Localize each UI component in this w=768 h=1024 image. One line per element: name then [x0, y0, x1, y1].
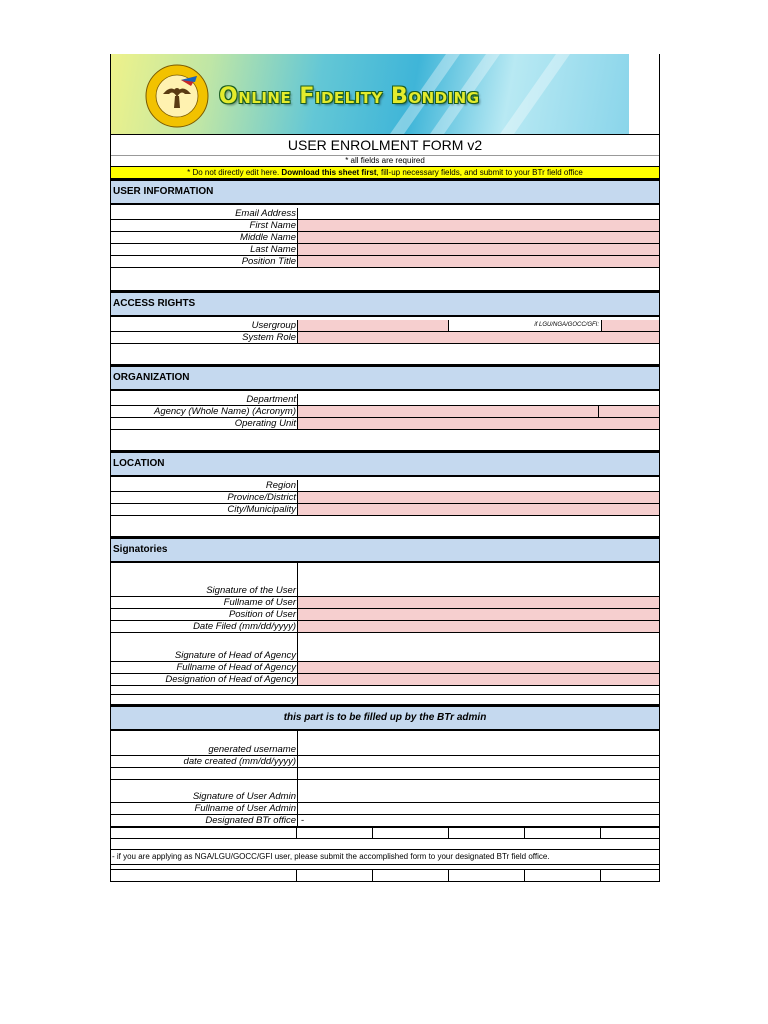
row-signature-user	[111, 585, 659, 597]
blank-cell	[298, 563, 659, 585]
grid-cell	[297, 828, 373, 838]
blank-label	[111, 563, 298, 585]
grid-cell	[373, 870, 449, 881]
spacer	[111, 430, 659, 451]
operating-unit-label: Operating Unit	[111, 418, 298, 429]
fullname-admin-field[interactable]	[298, 803, 659, 814]
position-title-label: Position Title	[111, 256, 298, 267]
signature-user-field[interactable]	[298, 585, 659, 596]
section-organization: ORGANIZATION	[111, 365, 659, 391]
agency-acronym-field[interactable]	[599, 406, 659, 417]
city-label: City/Municipality	[111, 504, 298, 515]
fullname-user-label: Fullname of User	[111, 597, 298, 608]
row-department	[111, 391, 659, 406]
treasury-seal-logo	[145, 64, 209, 128]
row-system-role	[111, 332, 659, 344]
grid-cell	[111, 870, 297, 881]
middle-name-label: Middle Name	[111, 232, 298, 243]
spacer	[111, 344, 659, 365]
designation-head-label: Designation of Head of Agency	[111, 674, 298, 685]
system-role-label: System Role	[111, 332, 298, 343]
section-access-rights: ACCESS RIGHTS	[111, 291, 659, 317]
fullname-head-field[interactable]	[298, 662, 659, 673]
row-operating-unit	[111, 418, 659, 430]
row-position-title	[111, 256, 659, 268]
agency-name-field[interactable]	[298, 406, 599, 417]
row-middle-name	[111, 232, 659, 244]
blank-label	[111, 768, 298, 779]
spacer	[111, 695, 659, 705]
spacer	[111, 516, 659, 537]
notice-banner	[111, 166, 659, 179]
department-label: Department	[111, 394, 298, 405]
row-blank	[111, 780, 659, 791]
usergroup-field[interactable]	[298, 320, 449, 331]
blank-cell	[298, 768, 659, 779]
row-blank	[111, 731, 659, 744]
enrolment-form-sheet	[110, 54, 660, 882]
operating-unit-field[interactable]	[298, 418, 659, 429]
footer-note: - if you are applying as NGA/LGU/GOCC/GFI user, please submit the accomplished form to your designated BTr field office.	[111, 850, 659, 865]
row-blank	[111, 563, 659, 585]
last-name-field[interactable]	[298, 244, 659, 255]
grid-cell	[111, 828, 297, 838]
last-name-label: Last Name	[111, 244, 298, 255]
fullname-head-label: Fullname of Head of Agency	[111, 662, 298, 673]
grid-cell	[449, 870, 525, 881]
generated-username-label: generated username	[111, 744, 298, 755]
fullname-admin-label: Fullname of User Admin	[111, 803, 298, 814]
banner-blank-cell	[629, 54, 659, 134]
middle-name-field[interactable]	[298, 232, 659, 243]
row-date-created	[111, 756, 659, 768]
signature-admin-label: Signature of User Admin	[111, 791, 298, 802]
usergroup-detail-field[interactable]	[602, 320, 659, 331]
grid-cell	[525, 828, 601, 838]
date-filed-field[interactable]	[298, 621, 659, 632]
banner	[111, 54, 659, 135]
first-name-field[interactable]	[298, 220, 659, 231]
signature-user-label: Signature of the User	[111, 585, 298, 596]
row-fullname-admin	[111, 803, 659, 815]
blank-cell	[298, 731, 659, 744]
required-note: * all fields are required	[345, 156, 425, 165]
blank-label	[111, 633, 298, 650]
row-fullname-head	[111, 662, 659, 674]
designated-office-label: Designated BTr office	[111, 815, 298, 826]
row-designated-office	[111, 815, 659, 828]
signature-head-field[interactable]	[298, 650, 659, 661]
city-field[interactable]	[298, 504, 659, 515]
grid-cell	[525, 870, 601, 881]
form-title: USER ENROLMENT FORM v2	[111, 135, 659, 156]
grid-cell	[449, 828, 525, 838]
usergroup-hint: if LGU/NGA/GOCC/GFI:	[449, 320, 602, 331]
row-generated-username	[111, 744, 659, 756]
blank-label	[111, 731, 298, 744]
row-last-name	[111, 244, 659, 256]
date-created-label: date created (mm/dd/yyyy)	[111, 756, 298, 767]
row-province	[111, 492, 659, 504]
grid-cell	[601, 828, 659, 838]
date-filed-label: Date Filed (mm/dd/yyyy)	[111, 621, 298, 632]
first-name-label: First Name	[111, 220, 298, 231]
usergroup-label: Usergroup	[111, 320, 298, 331]
brand-title: Online Fidelity Bonding	[219, 84, 480, 109]
spacer	[111, 686, 659, 695]
position-user-field[interactable]	[298, 609, 659, 620]
row-date-filed	[111, 621, 659, 633]
section-location: LOCATION	[111, 451, 659, 477]
notice-suffix: , fill-up necessary fields, and submit to your BTr field office	[376, 168, 583, 177]
spacer	[111, 839, 659, 850]
province-field[interactable]	[298, 492, 659, 503]
grid-cell	[373, 828, 449, 838]
generated-username-field[interactable]	[298, 744, 659, 755]
grid-cell	[297, 870, 373, 881]
blank-label	[111, 780, 298, 791]
blank-cell	[298, 633, 659, 650]
row-agency	[111, 406, 659, 418]
row-email	[111, 205, 659, 220]
row-fullname-user	[111, 597, 659, 609]
row-signature-admin	[111, 791, 659, 803]
grid-cell	[601, 870, 659, 881]
blank-cell	[298, 780, 659, 791]
position-user-label: Position of User	[111, 609, 298, 620]
spacer	[111, 268, 659, 291]
row-designation-head	[111, 674, 659, 686]
row-city	[111, 504, 659, 516]
notice-prefix: * Do not directly edit here.	[187, 168, 282, 177]
row-signature-head	[111, 650, 659, 662]
date-created-field[interactable]	[298, 756, 659, 767]
fullname-user-field[interactable]	[298, 597, 659, 608]
designation-head-field[interactable]	[298, 674, 659, 685]
row-blank	[111, 633, 659, 650]
notice-bold: Download this sheet first	[281, 168, 377, 177]
designated-office-value[interactable]: -	[298, 815, 659, 826]
position-title-field[interactable]	[298, 256, 659, 267]
section-admin: this part is to be filled up by the BTr admin	[111, 705, 659, 731]
row-usergroup	[111, 317, 659, 332]
email-label: Email Address	[111, 208, 298, 219]
row-position-user	[111, 609, 659, 621]
section-signatories: Signatories	[111, 537, 659, 563]
row-region	[111, 477, 659, 492]
province-label: Province/District	[111, 492, 298, 503]
row-first-name	[111, 220, 659, 232]
signature-admin-field[interactable]	[298, 791, 659, 802]
agency-label: Agency (Whole Name) (Acronym)	[111, 406, 298, 417]
region-label: Region	[111, 480, 298, 491]
signature-head-label: Signature of Head of Agency	[111, 650, 298, 661]
system-role-field[interactable]	[298, 332, 659, 343]
section-user-information: USER INFORMATION	[111, 179, 659, 205]
blank-grid-row	[111, 828, 659, 839]
row-blank	[111, 768, 659, 780]
blank-grid-row	[111, 870, 659, 882]
